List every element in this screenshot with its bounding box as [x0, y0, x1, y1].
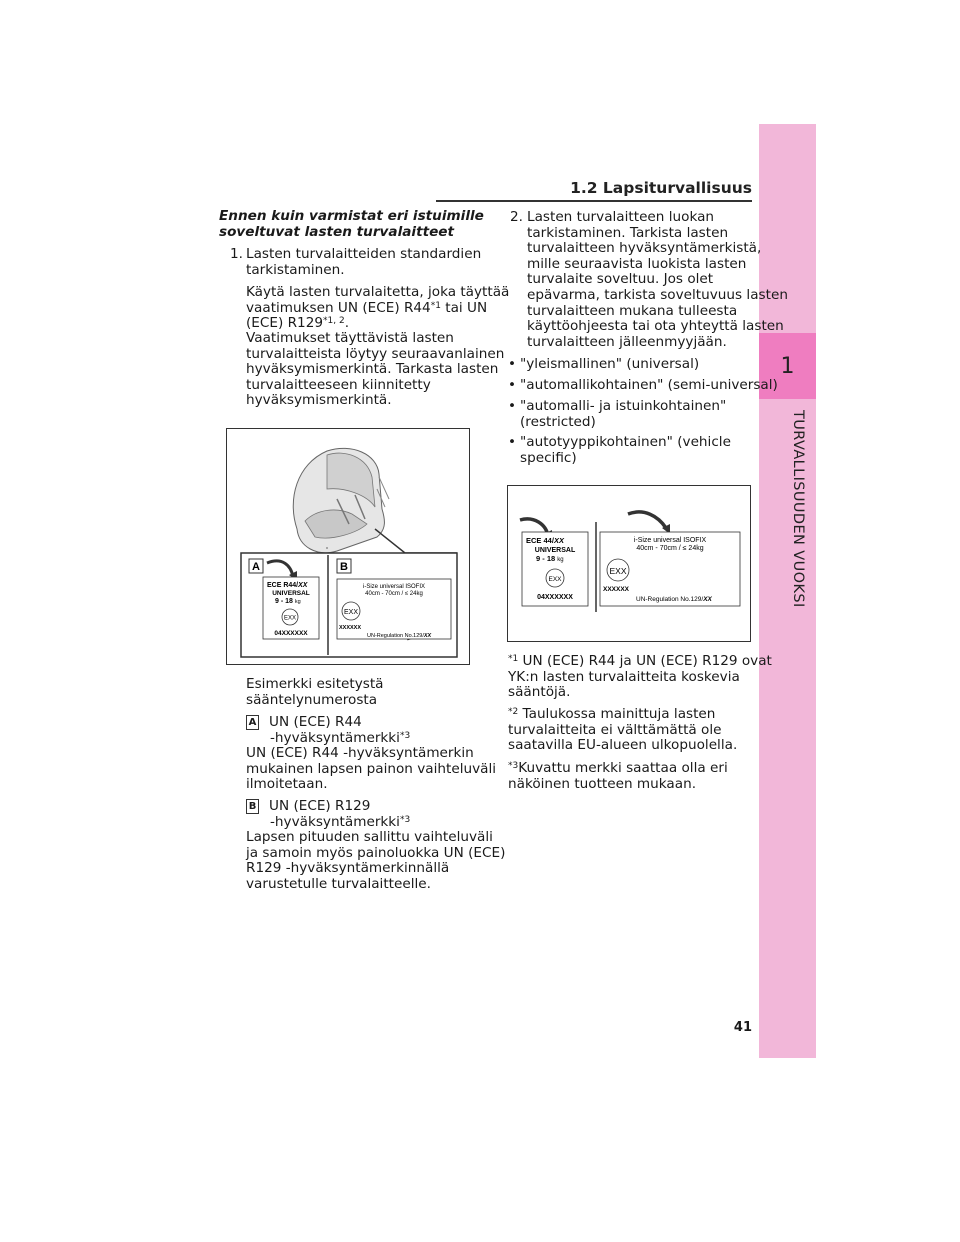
isize-line2: 40cm - 70cm / ≤ 24kg — [636, 545, 704, 552]
text-line: (restricted) — [520, 413, 596, 430]
ece-line1: ECE R44/XX — [267, 582, 308, 589]
step-2 — [510, 210, 523, 226]
isize-line1: i-Size universal ISOFIX — [362, 584, 426, 590]
step-2-text — [527, 210, 788, 350]
paragraph-marking — [246, 331, 504, 409]
text-line: mukainen lapsen painon vaihteluväli — [246, 760, 497, 777]
isize-circle: EXX — [609, 566, 627, 576]
text-line: turvalaite soveltuu. Jos olet — [527, 271, 714, 288]
isize-reg: UN-Regulation No.129/XX — [636, 596, 712, 603]
footnote-marker: *1 — [508, 654, 519, 664]
text-line: Lasten turvalaitteiden standardien — [246, 246, 482, 262]
figure-caption — [246, 677, 384, 708]
approval-marks-figure — [507, 485, 751, 642]
text-line: "automalli- ja istuinkohtainen" — [520, 398, 727, 414]
footnote-ref[interactable]: *1, 2 — [323, 316, 345, 327]
footnote-marker: *2 — [508, 707, 519, 717]
approval-marks-illustration — [508, 486, 750, 641]
text-line: turvalaitteen mukana tulleesta — [527, 302, 738, 319]
text-line: Vaatimukset täyttävistä lasten — [246, 330, 454, 346]
ece-line1: ECE 44/XX — [526, 536, 564, 545]
text-line: ja samoin myös painoluokka UN (ECE) — [246, 844, 506, 861]
text-line: Lapsen pituuden sallittu vaihteluväli — [246, 829, 493, 846]
item-a-title-2: -hyväksyntämerkki$^{*3}$ — [270, 729, 411, 746]
text-line: Lasten turvalaitteen luokan — [527, 209, 715, 225]
page-number: 41 — [733, 1020, 752, 1035]
footnote-2: $^{*2}$ Taulukossa mainittuja lasten turvalaitteita ei välttämättä ole saatavilla EU-alueen ulkopuolella. — [508, 706, 738, 754]
bullet-item: • "yleismallinen" (universal) — [508, 356, 700, 372]
text-line: turvalaitteen hyväksyntämerkistä, — [527, 240, 762, 257]
text-line: turvalaitteeseen kiinnitetty — [246, 376, 431, 393]
step-1-text — [246, 247, 481, 278]
text-line: turvalaitteista löytyy seuraavanlainen — [246, 345, 505, 362]
text-line: epävarma, tarkista soveltuvuus lasten — [527, 286, 788, 303]
isize-reg: UN-Regulation No.129/XX — [367, 633, 432, 639]
text-line: Esimerkki esitetystä — [246, 676, 384, 692]
text-line: hyväksymismerkintä. — [246, 392, 392, 409]
text-line: "autotyyppikohtainen" (vehicle — [520, 434, 731, 450]
figure-label-a: A — [252, 561, 260, 573]
section-heading — [219, 208, 484, 240]
isize-code: XXXXXX — [339, 625, 362, 631]
footnote-3: $^{*3}$Kuvattu merkki saattaa olla eri näköinen tuotteen mukaan. — [508, 760, 728, 792]
text-line: sääntöjä. — [508, 684, 571, 701]
item-b-title: B UN (ECE) R129 — [246, 799, 505, 815]
child-seat-figure — [226, 428, 470, 665]
text-line: varustetulle turvalaitteelle. — [246, 875, 431, 892]
chapter-label: TURVALLISUUDEN VUOKSI — [790, 410, 806, 608]
footnote-ref[interactable]: *3 — [399, 814, 411, 825]
text-line: vaatimuksen UN (ECE) R44$^{*1}$ tai UN — [246, 299, 488, 316]
ece-circle: EXX — [283, 615, 297, 622]
isize-circle: EXX — [343, 609, 359, 616]
text-line: turvalaitteita ei välttämättä ole — [508, 721, 722, 738]
ece-line2: UNIVERSAL — [272, 590, 310, 597]
step-1 — [230, 247, 243, 263]
footnote-1: $^{*1}$ UN (ECE) R44 ja UN (ECE) R129 ovat YK:n lasten turvalaitteita koskevia sääntöjä. — [508, 653, 772, 701]
figure-label-b: B — [340, 561, 348, 573]
text-line: turvalaitteen jälleenmyyjään. — [527, 333, 727, 350]
text-line: hyväksymismerkintä. Tarkasta lasten — [246, 361, 499, 378]
text-line: tarkistaminen. Tarkista lasten — [527, 224, 729, 241]
text-line: (ECE) R129$^{*1, 2}$. — [246, 315, 350, 332]
text-line: specific) — [520, 449, 577, 466]
text-line: YK:n lasten turvalaitteita koskevia — [508, 668, 740, 685]
section-title: 1.2 Lapsiturvallisuus — [570, 179, 752, 197]
heading-line: Ennen kuin varmistat eri istuimille — [219, 208, 484, 224]
text-line: mille seuraavista luokista lasten — [527, 255, 747, 272]
text-line: UN (ECE) R44 -hyväksyntämerkin — [246, 745, 474, 762]
item-a — [246, 715, 496, 793]
isize-code: XXXXXX — [603, 586, 630, 593]
footnote-ref[interactable]: *1 — [430, 300, 441, 311]
heading-line: soveltuvat lasten turvalaitteet — [219, 224, 455, 240]
text-line: tarkistaminen. — [246, 261, 345, 278]
footnote-marker: *3 — [508, 761, 519, 771]
text-line: saatavilla EU-alueen ulkopuolella. — [508, 737, 738, 754]
text-line: R129 -hyväksyntämerkinnällä — [246, 860, 450, 877]
ece-code: 04XXXXXX — [537, 594, 573, 601]
ece-line2: UNIVERSAL — [534, 547, 576, 554]
bullet-item: • "automalli- ja istuinkohtainen" (restricted) — [508, 398, 727, 430]
isize-line1: i-Size universal ISOFIX — [633, 537, 707, 544]
chapter-number[interactable]: 1 — [759, 333, 816, 399]
text-line: Käytä lasten turvalaitetta, joka täyttää — [246, 284, 510, 300]
paragraph-standard — [246, 285, 509, 332]
item-b-title-2: -hyväksyntämerkki$^{*3}$ — [270, 813, 411, 830]
bullet-item: • "automallikohtainen" (semi-universal) — [508, 377, 778, 393]
ece-circle: EXX — [548, 576, 562, 583]
label-b-box: B — [246, 799, 259, 814]
footnote-ref[interactable]: *3 — [399, 730, 411, 741]
text-line: sääntelynumerosta — [246, 691, 378, 708]
ece-line3: 9 - 18 kg — [536, 554, 564, 563]
step-number: 1. — [230, 246, 243, 262]
item-a-title: A UN (ECE) R44 — [246, 715, 496, 731]
isize-line2: 40cm - 70cm / ≤ 24kg — [365, 591, 423, 597]
step-number: 2. — [510, 209, 523, 225]
item-b — [246, 799, 505, 893]
label-a-box: A — [246, 715, 259, 730]
ece-code: 04XXXXXX — [274, 630, 308, 637]
header-divider — [436, 200, 752, 202]
child-seat-illustration — [227, 429, 469, 664]
text-line: ilmoitetaan. — [246, 776, 328, 793]
bullet-item: • "autotyyppikohtainen" (vehicle specific) — [508, 434, 731, 466]
text-line: näköinen tuotteen mukaan. — [508, 775, 697, 792]
ece-line3: 9 - 18 kg — [275, 598, 301, 605]
text-line: käyttöohjeesta tai ota yhteyttä lasten — [527, 318, 784, 335]
